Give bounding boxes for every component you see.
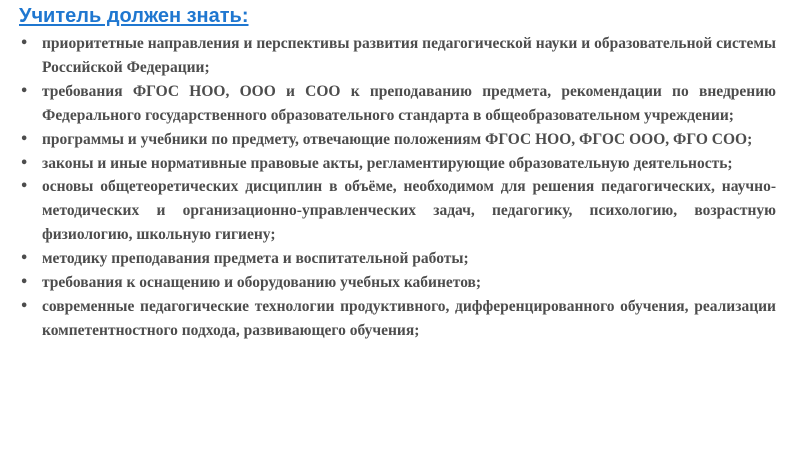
list-item-text: законы и иные нормативные правовые акты, регламентирующие образовательную деятельность; — [42, 154, 733, 172]
list-item-text: приоритетные направления и перспективы развития педагогической науки и образовательной системы Российской Федерации; — [42, 35, 776, 76]
list-item — [20, 247, 776, 271]
list-item-text: основы общетеоретических дисциплин в объёме, необходимом для решения педагогических, научно-методических и организационно-управленческих задач, педагогику, психологию, возрастную физиологию, школьную гигиену; — [42, 178, 776, 244]
bullet-list — [20, 32, 776, 343]
bullet-icon: • — [20, 275, 29, 291]
bullet-icon: • — [20, 251, 29, 267]
list-item — [20, 32, 776, 80]
slide-title: Учитель должен знать: — [19, 5, 249, 27]
list-item — [20, 175, 776, 247]
bullet-icon: • — [20, 83, 29, 99]
bullet-icon: • — [20, 131, 29, 147]
list-item-text: требования к оснащению и оборудованию учебных кабинетов; — [42, 274, 482, 292]
list-item — [20, 80, 776, 128]
bullet-icon: • — [20, 179, 29, 195]
list-item-text: требования ФГОС НОО, ООО и СОО к преподаванию предмета, рекомендации по внедрению Федерального государственного образовательного стандарта в общеобразовательном учреждении; — [42, 82, 776, 124]
list-item — [20, 152, 776, 176]
list-item — [20, 128, 776, 152]
list-item-text: программы и учебники по предмету, отвечающие положениям ФГОС НОО, ФГОС ООО, ФГО СОО; — [42, 130, 753, 148]
list-item-text: современные педагогические технологии продуктивного, дифференцированного обучения, реализации компетентностного подхода, развивающего обучения; — [42, 297, 776, 339]
list-item-text: методику преподавания предмета и воспитательной работы; — [42, 250, 469, 268]
bullet-icon: • — [20, 155, 29, 171]
bullet-icon: • — [20, 298, 29, 314]
list-item — [20, 271, 776, 295]
list-item — [20, 295, 776, 343]
bullet-icon: • — [20, 36, 29, 51]
